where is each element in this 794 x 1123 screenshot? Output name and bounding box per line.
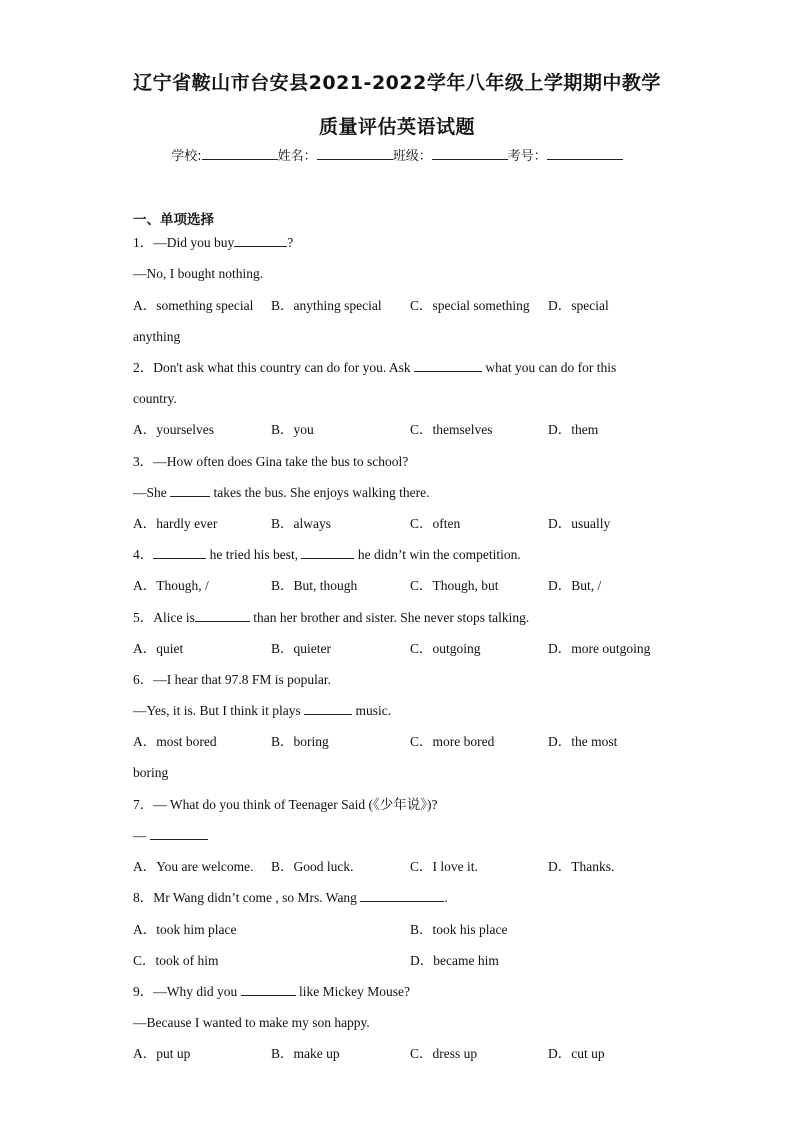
question-2-option-b[interactable]: B．you: [271, 422, 314, 437]
question-7-reply-text: —: [133, 828, 147, 843]
question-4-option-c[interactable]: C．Though, but: [410, 578, 499, 593]
question-8-option-c[interactable]: C．took of him: [133, 953, 219, 968]
answer-blank: [241, 983, 296, 996]
question-3-option-c[interactable]: C．often: [410, 516, 461, 531]
question-7-option-b[interactable]: B．Good luck.: [271, 859, 354, 874]
question-5-stem: [133, 609, 529, 627]
question-9-option-d[interactable]: D．cut up: [548, 1046, 605, 1061]
question-3-reply: [133, 484, 429, 502]
question-9-reply: —Because I wanted to make my son happy.: [133, 1015, 370, 1030]
question-5-option-d[interactable]: D．more outgoing: [548, 641, 651, 656]
question-6-reply-text-end: music.: [355, 703, 392, 718]
question-6-reply-text: —Yes, it is. But I think it plays: [133, 703, 301, 718]
section-title: 一、单项选择: [133, 212, 214, 228]
answer-blank: [153, 546, 206, 559]
class-label: 班级：: [392, 149, 432, 164]
question-7-option-d[interactable]: D．Thanks.: [548, 859, 615, 874]
question-8-stem: [133, 889, 448, 907]
document-title-line-2: 质量评估英语试题: [318, 116, 475, 138]
question-4-option-b[interactable]: B．But, though: [271, 578, 358, 593]
name-blank[interactable]: [317, 147, 393, 160]
school-blank[interactable]: [202, 147, 278, 160]
question-1-reply: —No, I bought nothing.: [133, 266, 264, 281]
question-2-text: 2．Don't ask what this country can do for you. Ask: [133, 360, 411, 375]
exam-no-blank[interactable]: [547, 147, 623, 160]
question-5-option-a[interactable]: A．quiet: [133, 641, 184, 656]
question-7-option-a[interactable]: A．You are welcome.: [133, 859, 254, 874]
question-2-option-d[interactable]: D．them: [548, 422, 599, 437]
question-3-option-d[interactable]: D．usually: [548, 516, 611, 531]
question-2-option-a[interactable]: A．yourselves: [133, 422, 214, 437]
question-1-option-c[interactable]: C．special something: [410, 298, 530, 313]
answer-blank: [150, 827, 208, 840]
question-9-stem: [133, 983, 410, 1001]
question-4-number: 4．: [133, 547, 154, 562]
question-2-text-end: what you can do for this: [485, 360, 617, 375]
question-5-text: 5．Alice is: [133, 610, 195, 625]
student-info-row: [0, 145, 794, 164]
class-blank[interactable]: [432, 147, 508, 160]
question-8-text: 8．Mr Wang didn’t come , so Mrs. Wang: [133, 890, 357, 905]
question-7-option-c[interactable]: C．I love it.: [410, 859, 478, 874]
question-9-text-end: like Mickey Mouse?: [299, 984, 410, 999]
question-4-text: he tried his best,: [209, 547, 299, 562]
school-label: 学校:: [171, 149, 202, 164]
question-8-option-a[interactable]: A．took him place: [133, 922, 237, 937]
question-6-stem: 6．—I hear that 97.8 FM is popular.: [133, 672, 331, 687]
answer-blank: [170, 484, 210, 497]
question-1-option-a[interactable]: A．something special: [133, 298, 254, 313]
question-5-option-b[interactable]: B．quieter: [271, 641, 331, 656]
question-5-text-end: than her brother and sister. She never stops talking.: [253, 610, 530, 625]
question-7-stem: 7．— What do you think of Teenager Said (《少年说》)?: [133, 797, 438, 812]
question-1-text-end: ?: [287, 235, 294, 250]
question-2-stem-continued: country.: [133, 391, 177, 406]
answer-blank: [195, 609, 250, 622]
question-2-option-c[interactable]: C．themselves: [410, 422, 493, 437]
answer-blank: [360, 889, 444, 902]
question-3-reply-text-end: takes the bus. She enjoys walking there.: [213, 485, 430, 500]
question-1-text: 1．—Did you buy: [133, 235, 235, 250]
question-4-stem: [133, 546, 521, 564]
question-5-option-c[interactable]: C．outgoing: [410, 641, 481, 656]
question-6-option-d-continued: boring: [133, 765, 169, 780]
question-4-option-d[interactable]: D．But, /: [548, 578, 602, 593]
name-label: 姓名：: [277, 149, 317, 164]
exam-no-label: 考号：: [507, 149, 547, 164]
document-title-line-1: 辽宁省鞍山市台安县2021-2022学年八年级上学期期中教学: [133, 72, 661, 94]
question-3-stem: 3．—How often does Gina take the bus to school?: [133, 454, 409, 469]
question-1-option-d[interactable]: D．special: [548, 298, 609, 313]
question-4-option-a[interactable]: A．Though, /: [133, 578, 209, 593]
question-8-option-d[interactable]: D．became him: [410, 953, 499, 968]
question-6-reply: [133, 702, 391, 720]
question-9-option-a[interactable]: A．put up: [133, 1046, 191, 1061]
question-3-option-b[interactable]: B．always: [271, 516, 331, 531]
question-3-option-a[interactable]: A．hardly ever: [133, 516, 218, 531]
question-6-option-d[interactable]: D．the most: [548, 734, 618, 749]
question-9-text: 9．—Why did you: [133, 984, 238, 999]
question-1-stem: [133, 234, 293, 252]
question-8-text-end: .: [444, 890, 448, 905]
question-3-reply-text: —She: [133, 485, 167, 500]
question-6-option-c[interactable]: C．more bored: [410, 734, 495, 749]
question-7-reply: [133, 827, 208, 845]
question-9-option-b[interactable]: B．make up: [271, 1046, 340, 1061]
question-6-option-a[interactable]: A．most bored: [133, 734, 217, 749]
question-2-stem: [133, 359, 616, 377]
question-9-option-c[interactable]: C．dress up: [410, 1046, 478, 1061]
answer-blank: [301, 546, 354, 559]
question-8-option-b[interactable]: B．took his place: [410, 922, 508, 937]
question-1-option-d-continued: anything: [133, 329, 181, 344]
answer-blank: [234, 234, 287, 247]
question-1-option-b[interactable]: B．anything special: [271, 298, 382, 313]
answer-blank: [304, 702, 352, 715]
question-6-option-b[interactable]: B．boring: [271, 734, 329, 749]
question-4-text-end: he didn’t win the competition.: [357, 547, 521, 562]
answer-blank: [414, 359, 482, 372]
